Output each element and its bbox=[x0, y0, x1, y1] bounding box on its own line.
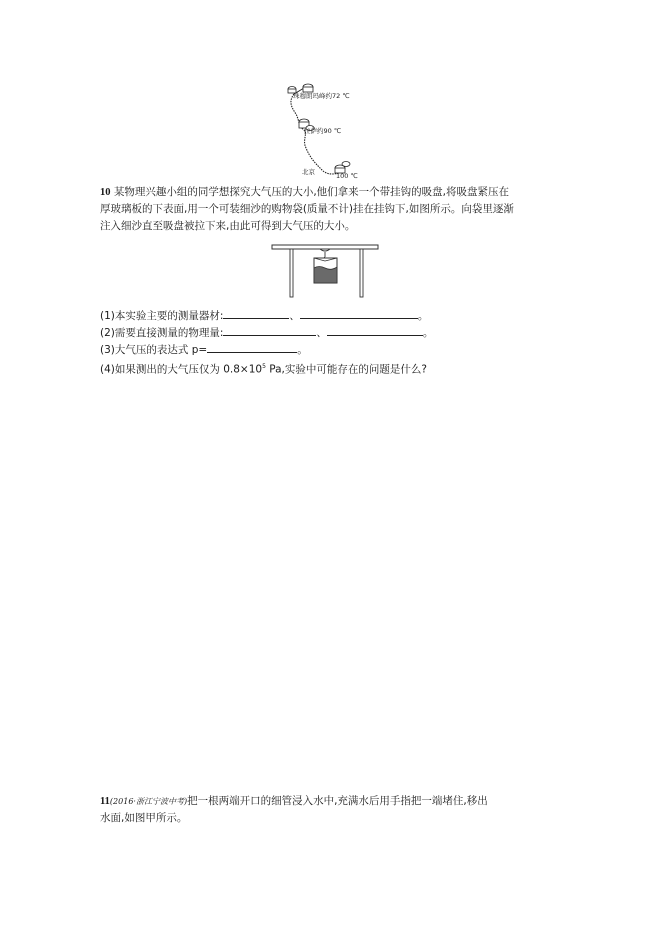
suction-cup-drawing bbox=[271, 243, 381, 299]
label-lhasa: 拉萨约90 ℃ bbox=[304, 127, 342, 135]
q11-line-1 bbox=[100, 793, 488, 810]
q10-sub1-blank-1[interactable] bbox=[223, 307, 289, 319]
q10-sub3 bbox=[100, 341, 308, 359]
label-beijing: 北京 bbox=[302, 168, 315, 176]
q11-number: 11 bbox=[100, 796, 110, 807]
q10-number: 10 bbox=[100, 187, 111, 198]
q10-sub2-sep: 、 bbox=[316, 327, 327, 339]
q10-sub2-end: 。 bbox=[422, 327, 434, 339]
label-everest: 珠穆朗玛峰约72 ℃ bbox=[293, 92, 350, 100]
altitude-boiling-figure bbox=[270, 78, 400, 184]
q10-sub4-a: (4)如果测出的大气压仅为 0.8×10 bbox=[100, 363, 263, 376]
q10-sub4-b: Pa,实验中可能存在的问题是什么? bbox=[265, 363, 427, 376]
q11-line-2: 水面,如图甲所示。 bbox=[100, 812, 188, 824]
q10-text-1: 某物理兴趣小组的同学想探究大气压的大小,他们拿来一个带挂钩的吸盘,将吸盘紧压在 bbox=[113, 186, 510, 198]
q10-sub3-blank[interactable] bbox=[207, 341, 297, 353]
q10-sub1-end: 。 bbox=[417, 310, 429, 322]
label-100c: 100 ℃ bbox=[336, 172, 358, 180]
q10-line-3: 注入细沙直至吸盘被拉下来,由此可得到大气压的大小。 bbox=[100, 220, 356, 232]
q11-text-1: 把一根两端开口的细管浸入水中,充满水后用手指把一端堵住,移出 bbox=[187, 795, 488, 807]
q10-sub4 bbox=[100, 358, 427, 379]
pot-icon-bottom-2 bbox=[342, 162, 350, 167]
q10-sub4-exponent: 5 bbox=[262, 363, 266, 370]
q10-line-2: 厚玻璃板的下表面,用一个可装细沙的购物袋(质量不计)挂在挂钩下,如图所示。向袋里逐渐 bbox=[100, 203, 514, 215]
q10-sub2 bbox=[100, 324, 433, 342]
q11-source: (2016·浙江宁波中考) bbox=[109, 797, 188, 806]
q10-sub2-blank-1[interactable] bbox=[223, 324, 316, 336]
q10-sub1-sep: 、 bbox=[289, 310, 300, 322]
suction-cup-figure bbox=[271, 243, 381, 299]
q10-sub1-prefix: (1)本实验主要的测量器材: bbox=[100, 310, 224, 322]
q10-sub3-prefix: (3)大气压的表达式 p= bbox=[100, 344, 208, 356]
q10-sub1-blank-2[interactable] bbox=[300, 307, 418, 319]
q10-sub2-blank-2[interactable] bbox=[327, 324, 423, 336]
q10-sub3-end: 。 bbox=[297, 344, 308, 356]
q10-sub2-prefix: (2)需要直接测量的物理量: bbox=[100, 327, 224, 339]
q10-line-1 bbox=[100, 184, 509, 201]
q10-sub1 bbox=[100, 307, 428, 325]
